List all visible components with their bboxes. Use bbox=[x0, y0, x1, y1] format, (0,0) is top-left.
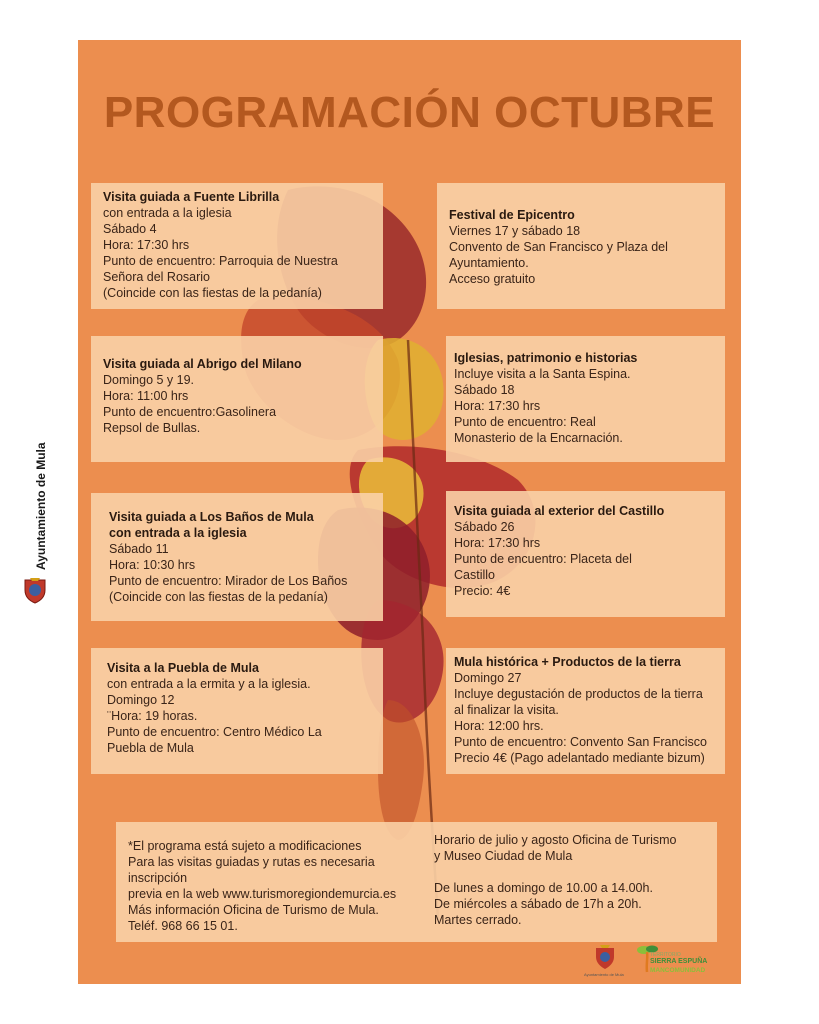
event-card-festival-epicentro bbox=[437, 183, 725, 309]
event-title: Visita guiada al Abrigo del Milano bbox=[103, 357, 302, 371]
event-meeting-point: Punto de encuentro: Centro Médico La bbox=[107, 725, 322, 739]
event-time: ¨Hora: 19 horas. bbox=[107, 709, 198, 723]
event-card-mula-historica bbox=[446, 648, 725, 774]
ayuntamiento-vertical-label: Ayuntamiento de Mula bbox=[34, 442, 48, 570]
event-title: con entrada a la iglesia bbox=[109, 526, 247, 540]
footer-note: Para las visitas guiadas y rutas es necesaria bbox=[128, 855, 375, 869]
event-title: Visita guiada al exterior del Castillo bbox=[454, 504, 665, 518]
event-detail: Incluye visita a la Santa Espina. bbox=[454, 367, 631, 381]
event-date: Domingo 27 bbox=[454, 671, 522, 685]
mancomunidad-label: MANCOMUNIDAD bbox=[650, 967, 706, 974]
event-title: Iglesias, patrimonio e historias bbox=[454, 351, 638, 365]
event-meeting-point: Punto de encuentro: Real bbox=[454, 415, 596, 429]
footer-schedule bbox=[434, 832, 676, 928]
event-time: Hora: 17:30 hrs bbox=[454, 536, 541, 550]
mula-coat-of-arms-icon bbox=[22, 576, 48, 604]
page-title: PROGRAMACIÓN OCTUBRE bbox=[103, 88, 716, 137]
event-location: Convento de San Francisco y Plaza del bbox=[449, 240, 668, 254]
schedule-line: Horario de julio y agosto Oficina de Turismo bbox=[434, 833, 677, 847]
event-card-puebla-mula bbox=[91, 648, 383, 774]
schedule-spacer bbox=[434, 864, 676, 880]
footer-note: inscripción bbox=[128, 871, 188, 885]
ayuntamiento-logo-caption: Ayuntamiento de Mula bbox=[584, 972, 624, 977]
event-card-fuente-librilla bbox=[91, 183, 383, 309]
event-note: (Coincide con las fiestas de la pedanía) bbox=[103, 286, 322, 300]
event-date: Sábado 26 bbox=[454, 520, 515, 534]
event-meeting-point: Señora del Rosario bbox=[103, 270, 211, 284]
schedule-line: Martes cerrado. bbox=[434, 913, 522, 927]
footer-notes bbox=[128, 838, 396, 934]
event-date: Domingo 12 bbox=[107, 693, 175, 707]
schedule-line: De miércoles a sábado de 17h a 20h. bbox=[434, 897, 642, 911]
event-card-iglesias-patrimonio bbox=[446, 336, 725, 462]
footer-note: Más información Oficina de Turismo de Mula. bbox=[128, 903, 379, 917]
event-meeting-point: Punto de encuentro: Mirador de Los Baños bbox=[109, 574, 348, 588]
event-time: Hora: 11:00 hrs bbox=[103, 389, 189, 403]
event-time: Hora: 10:30 hrs bbox=[109, 558, 196, 572]
event-meeting-point: Monasterio de la Encarnación. bbox=[454, 431, 623, 445]
event-location: Ayuntamiento. bbox=[449, 256, 529, 270]
event-meeting-point: Punto de encuentro: Parroquia de Nuestra bbox=[103, 254, 338, 268]
schedule-line: y Museo Ciudad de Mula bbox=[434, 849, 573, 863]
event-price: Precio 4€ (Pago adelantado mediante bizum) bbox=[454, 751, 705, 765]
event-meeting-point: Puebla de Mula bbox=[107, 741, 194, 755]
event-meeting-point: Castillo bbox=[454, 568, 495, 582]
event-date: Sábado 4 bbox=[103, 222, 157, 236]
event-detail: al finalizar la visita. bbox=[454, 703, 559, 717]
schedule-line: De lunes a domingo de 10.00 a 14.00h. bbox=[434, 881, 653, 895]
sierra-espuna-label: SIERRA ESPUÑA bbox=[650, 958, 708, 965]
event-time: Hora: 12:00 hrs. bbox=[454, 719, 544, 733]
event-price: Acceso gratuito bbox=[449, 272, 536, 286]
event-date: Sábado 11 bbox=[109, 542, 169, 556]
event-card-banos-mula bbox=[91, 493, 383, 621]
event-detail: con entrada a la ermita y a la iglesia. bbox=[107, 677, 311, 691]
ayuntamiento-logo-icon bbox=[594, 944, 616, 970]
event-meeting-point: Punto de encuentro: Placeta del bbox=[454, 552, 632, 566]
event-meeting-point: Punto de encuentro:Gasolinera bbox=[103, 405, 277, 419]
event-title: Visita guiada a Fuente Librilla bbox=[103, 190, 280, 204]
event-meeting-point: Punto de encuentro: Convento San Francisco bbox=[454, 735, 707, 749]
event-date: Viernes 17 y sábado 18 bbox=[449, 224, 581, 238]
event-price: Precio: 4€ bbox=[454, 584, 511, 598]
event-date: Sábado 18 bbox=[454, 383, 515, 397]
footer-note: previa en la web www.turismoregiondemurcia.es bbox=[128, 887, 397, 901]
event-title: Festival de Epicentro bbox=[449, 208, 575, 222]
footer-note: *El programa está sujeto a modificaciones bbox=[128, 839, 362, 853]
poster-background bbox=[78, 40, 741, 984]
event-title: Mula histórica + Productos de la tierra bbox=[454, 655, 681, 669]
event-title: Visita a la Puebla de Mula bbox=[107, 661, 259, 675]
event-detail: Incluye degustación de productos de la tierra bbox=[454, 687, 703, 701]
event-title: Visita guiada a Los Baños de Mula bbox=[109, 510, 314, 524]
event-date: Domingo 5 y 19. bbox=[103, 373, 195, 387]
event-detail: con entrada a la iglesia bbox=[103, 206, 232, 220]
event-note: (Coincide con las fiestas de la pedanía) bbox=[109, 590, 328, 604]
territorio-label: TERRITORIO bbox=[650, 952, 681, 958]
event-meeting-point: Repsol de Bullas. bbox=[103, 421, 201, 435]
footer-phone: Teléf. 968 66 15 01. bbox=[128, 919, 238, 933]
event-card-abrigo-milano bbox=[91, 336, 383, 462]
info-footer-box bbox=[116, 822, 717, 942]
event-time: Hora: 17:30 hrs bbox=[454, 399, 541, 413]
event-time: Hora: 17:30 hrs bbox=[103, 238, 190, 252]
event-card-castillo bbox=[446, 491, 725, 617]
